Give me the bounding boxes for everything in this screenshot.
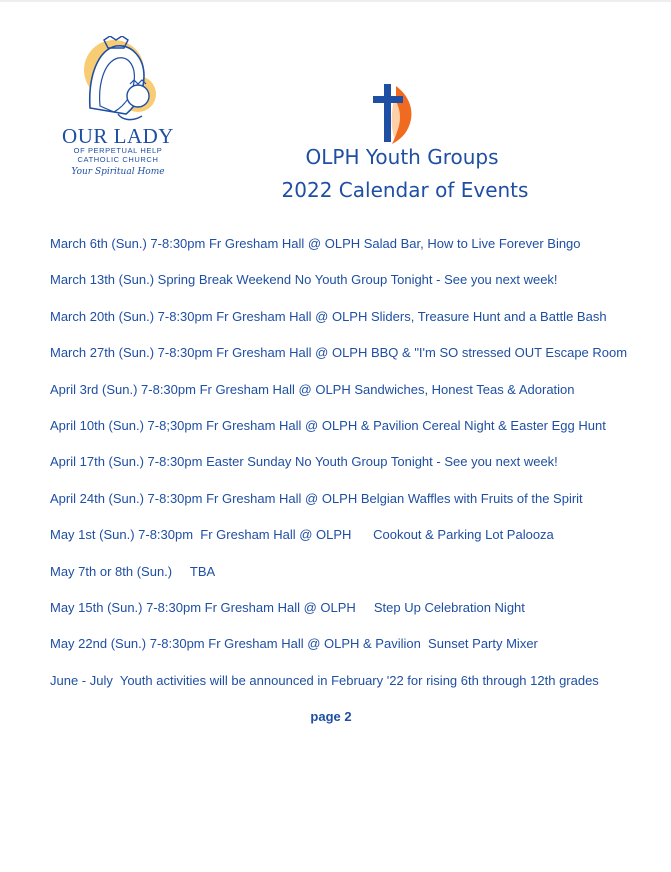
event-item: March 20th (Sun.) 7-8:30pm Fr Gresham Hall @ OLPH Sliders, Treasure Hunt and a Battle Bash: [50, 308, 607, 324]
page-title: OLPH Youth Groups: [305, 145, 499, 169]
page-subtitle: 2022 Calendar of Events: [281, 178, 529, 202]
logo-title: OUR LADY: [62, 124, 174, 148]
page-number: page 2: [310, 709, 352, 724]
event-item: April 17th (Sun.) 7-8:30pm Easter Sunday No Youth Group Tonight - See you next week!: [50, 454, 558, 470]
event-item: May 1st (Sun.) 7-8:30pm Fr Gresham Hall @ OLPH Cookout & Parking Lot Palooza: [50, 527, 554, 543]
event-item: March 27th (Sun.) 7-8:30pm Fr Gresham Hall @ OLPH BBQ & "I'm SO stressed OUT Escape Room: [50, 345, 628, 361]
top-border: [0, 0, 671, 2]
event-item: April 24th (Sun.) 7-8:30pm Fr Gresham Hall @ OLPH Belgian Waffles with Fruits of the Spirit: [50, 490, 583, 506]
event-item: May 22nd (Sun.) 7-8:30pm Fr Gresham Hall @ OLPH & Pavilion Sunset Party Mixer: [50, 636, 538, 652]
logo-tagline: Your Spiritual Home: [71, 167, 165, 177]
madonna-child-icon: [70, 36, 170, 128]
event-list: [50, 235, 650, 708]
event-item: April 3rd (Sun.) 7-8:30pm Fr Gresham Hall @ OLPH Sandwiches, Honest Teas & Adoration: [50, 381, 575, 397]
cross-flame-icon: [370, 80, 422, 146]
event-item: March 6th (Sun.) 7-8:30pm Fr Gresham Hall @ OLPH Salad Bar, How to Live Forever Bingo: [50, 236, 581, 251]
logo-subtitle-line2: CATHOLIC CHURCH: [77, 155, 159, 164]
event-item: March 13th (Sun.) Spring Break Weekend No Youth Group Tonight - See you next week!: [50, 272, 558, 288]
event-item: May 15th (Sun.) 7-8:30pm Fr Gresham Hall @ OLPH Step Up Celebration Night: [50, 599, 525, 615]
event-item: June - July Youth activities will be announced in February '22 for rising 6th through 12th grades: [50, 672, 599, 688]
church-logo: [50, 36, 190, 186]
event-item: April 10th (Sun.) 7-8;30pm Fr Gresham Hall @ OLPH & Pavilion Cereal Night & Easter Egg Hunt: [50, 417, 606, 433]
logo-subtitle-line1: OF PERPETUAL HELP: [73, 146, 163, 155]
event-item: May 7th or 8th (Sun.) TBA: [50, 563, 216, 579]
